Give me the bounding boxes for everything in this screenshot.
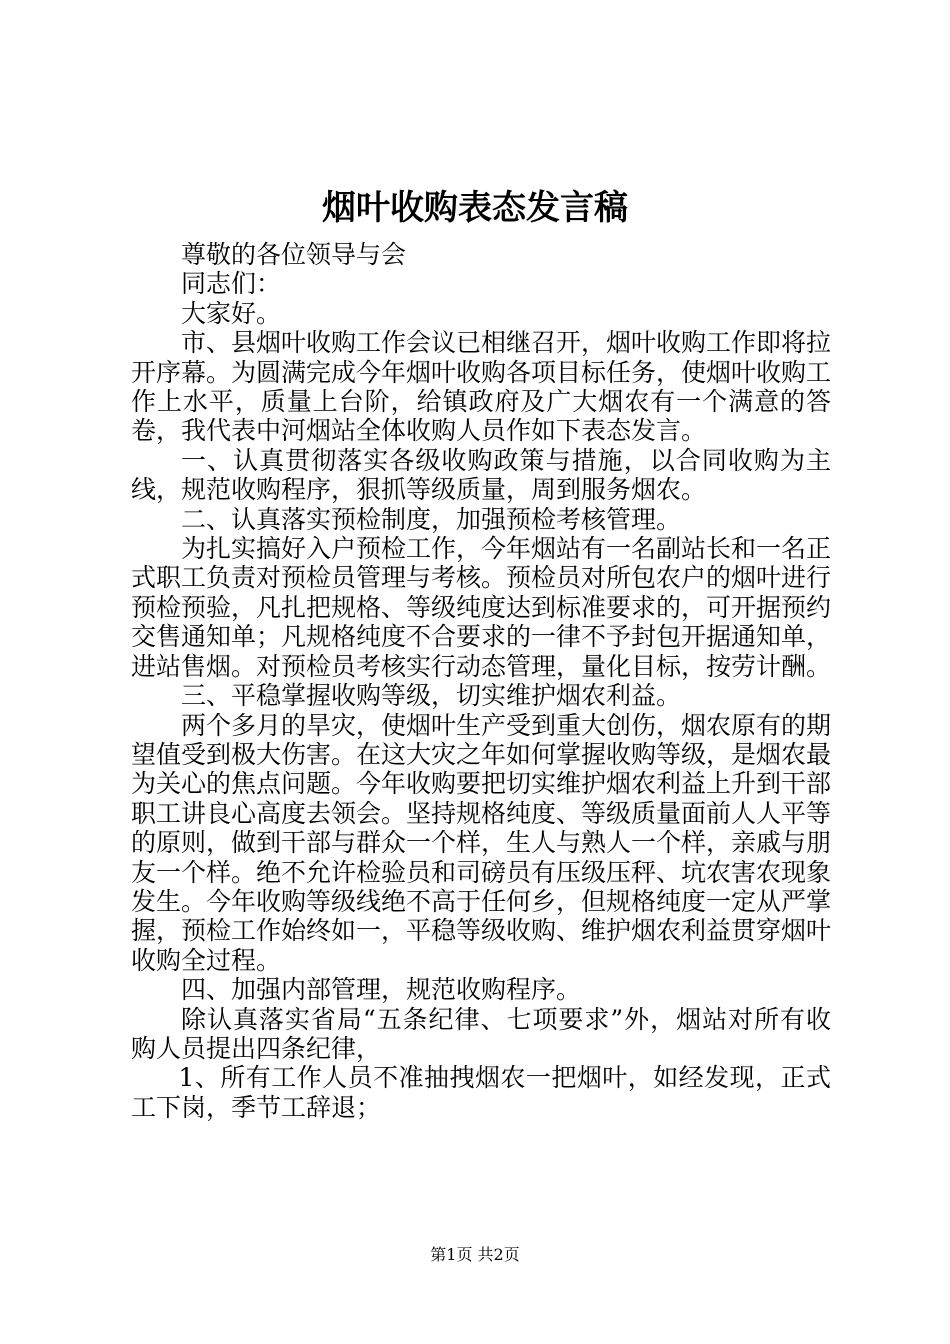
paragraph-salutation-2: 同志们： (181, 269, 282, 299)
paragraph-section-3-heading: 三、平稳掌握收购等级，切实维护烟农利益。 (181, 681, 682, 711)
paragraph-salutation-1: 尊敬的各位领导与会 (181, 240, 407, 269)
document-title: 烟叶收购表态发言稿 (322, 188, 628, 228)
paragraph-greeting: 大家好。 (181, 298, 282, 328)
paragraph-section-4-body: 除认真落实省局“五条纪律、七项要求”外，烟站对所有收购人员提出四条纪律， (131, 1004, 831, 1063)
paragraph-section-1: 一、认真贯彻落实各级收购政策与措施，以合同收购为主线，规范收购程序，狠抓等级质量，周到服务烟农。 (131, 445, 831, 505)
paragraph-section-3-body: 两个多月的旱灾，使烟叶生产受到重大创伤，烟农原有的期望值受到极大伤害。在这大灾之年如何掌握收购等级，是烟农最为关心的焦点问题。今年收购要把切实维护烟农利益上升到干部职工讲良心高度去领会。坚持规格纯度、等级质量面前人人平等的原则，做到干部与群众一个样，生人与熟人一个样，亲戚与朋友一个样。绝不允许检验员和司磅员有压级压秤、坑农害农现象发生。今年收购等级线绝不高于任何乡，但规格纯度一定从严掌握，预检工作始终如一，平稳等级收购、维护烟农利益贯穿烟叶收购全过程。 (131, 710, 832, 975)
paragraph-rule-1: 1、所有工作人员不准抽拽烟农一把烟叶，如经发现，正式工下岗，季节工辞退； (131, 1063, 831, 1122)
paragraph-section-2-heading: 二、认真落实预检制度，加强预检考核管理。 (181, 504, 682, 534)
paragraph-section-4-heading: 四、加强内部管理，规范收购程序。 (181, 975, 582, 1005)
paragraph-intro: 市、县烟叶收购工作会议已相继召开，烟叶收购工作即将拉开序幕。为圆满完成今年烟叶收购各项目标任务，使烟叶收购工作上水平，质量上台阶，给镇政府及广大烟农有一个满意的答卷，我代表中河烟站全体收购人员作如下表态发言。 (131, 328, 832, 446)
page-number: 第1页 共2页 (430, 1245, 520, 1264)
document-body (131, 240, 831, 1122)
paragraph-section-2-body: 为扎实搞好入户预检工作，今年烟站有一名副站长和一名正式职工负责对预检员管理与考核。预检员对所包农户的烟叶进行预检预验，凡扎把规格、等级纯度达到标准要求的，可开据预约交售通知单；凡规格纯度不合要求的一律不予封包开据通知单，进站售烟。对预检员考核实行动态管理，量化目标，按劳计酬。 (131, 534, 832, 681)
